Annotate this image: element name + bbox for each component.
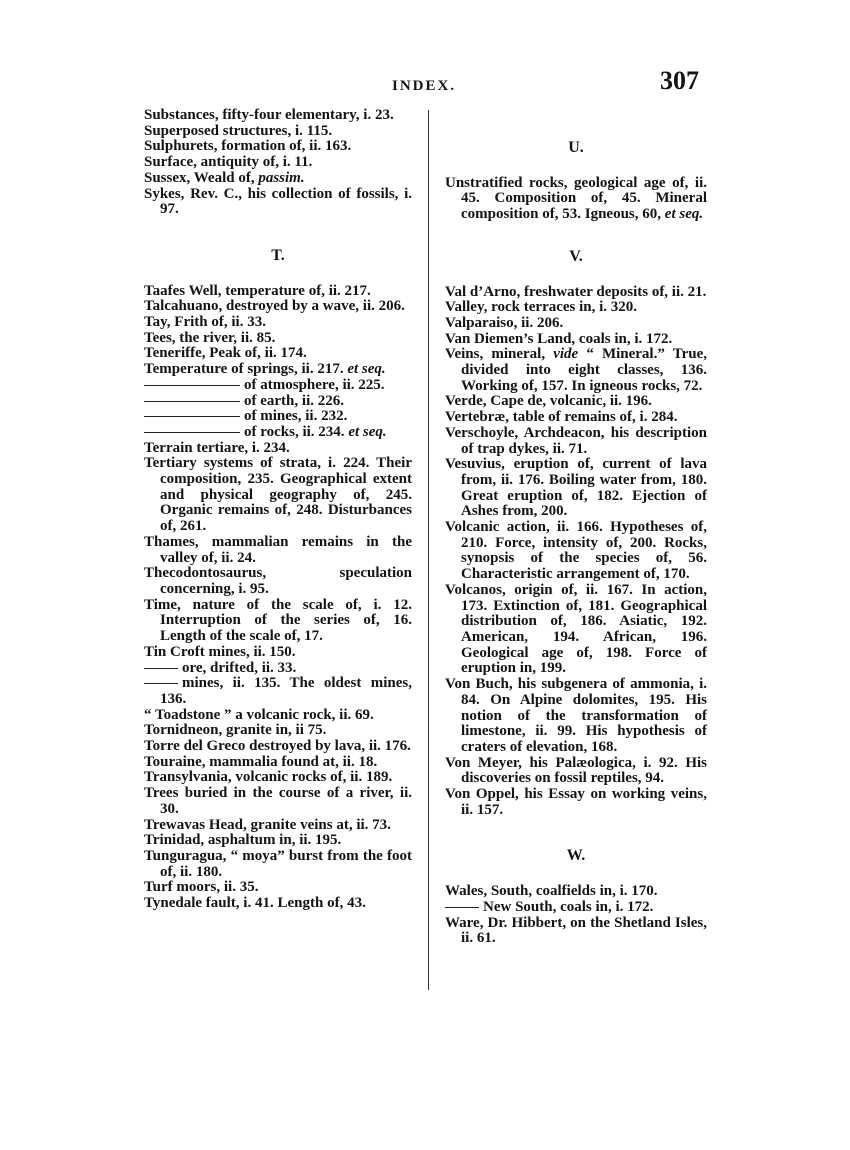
index-entry [144, 362, 412, 378]
index-entry: Valley, rock terraces in, i. 320. [445, 299, 638, 316]
index-subentry [144, 676, 412, 707]
entry-italic: passim. [258, 169, 305, 186]
column-divider [428, 110, 429, 990]
index-entry: Verde, Cape de, volcanic, ii. 196. [445, 393, 652, 410]
section-heading-t: T. [271, 246, 285, 264]
index-entry: “ Toadstone ” a volcanic rock, ii. 69. [144, 706, 374, 723]
index-entry: Thames, mammalian remains in the valley of, ii. 24. [144, 533, 412, 566]
index-entry: Turf moors, ii. 35. [144, 879, 259, 896]
index-entry: Verschoyle, Archdeacon, his description of trap dykes, ii. 71. [445, 424, 707, 457]
index-entry: Tin Croft mines, ii. 150. [144, 643, 296, 660]
entry-text: Unstratified rocks, geological age of, ii. 45. Composition of, 45. Mineral composition of, 53. Igneous, 60, [445, 174, 707, 223]
entry-text: of earth, ii. 226. [244, 392, 344, 409]
ditto-dash [144, 416, 240, 417]
index-entry: Touraine, mammalia found at, ii. 18. [144, 753, 378, 770]
entry-text: Temperature of springs, ii. 217. [144, 361, 348, 378]
index-entry: Trinidad, asphaltum in, ii. 195. [144, 832, 342, 849]
index-entry [445, 347, 707, 394]
index-entry: Taafes Well, temperature of, ii. 217. [144, 282, 371, 299]
index-entry: Von Buch, his subgenera of ammonia, i. 84. On Alpine dolomites, 195. His notion of the transformation of limestone, ii. 99. His hypothesis of craters of elevation, 168. [445, 676, 707, 755]
entry-text: of atmosphere, ii. 225. [244, 376, 385, 393]
index-entry: Vertebræ, table of remains of, i. 284. [445, 409, 678, 426]
index-entry: Wales, South, coalfields in, i. 170. [445, 883, 658, 900]
index-entry: Vesuvius, eruption of, current of lava from, ii. 176. Boiling water from, 180. Great eruption of, 182. Ejection of Ashes from, 200. [445, 456, 707, 520]
entry-text: mines, ii. 135. The oldest mines, 136. [160, 675, 412, 707]
index-entry: Val d’Arno, freshwater deposits of, ii. 21. [445, 283, 707, 300]
entry-text: ore, drifted, ii. 33. [182, 659, 297, 676]
index-entry: Thecodontosaurus, speculation concerning, i. 95. [144, 565, 412, 597]
index-entry: Volcanic action, ii. 166. Hypotheses of, 210. Force, intensity of, 200. Rocks, synopsis of the species of, 56. Characteristic arrangement of, 170. [445, 519, 707, 583]
entry-text: “ Mineral.” True, divided into eight classes, 136. Working of, 157. In igneous rocks, 72. [461, 346, 707, 394]
index-entry: Surface, antiquity of, i. 11. [144, 154, 313, 171]
entry-italic: vide [553, 346, 579, 363]
index-entry: Tertiary systems of strata, i. 224. Their composition, 235. Geographical extent and physical geography of, 245. Organic remains of, 248. Disturbances of, 261. [144, 455, 412, 535]
index-entry [144, 171, 412, 187]
index-entry: Ware, Dr. Hibbert, on the Shetland Isles, ii. 61. [445, 914, 707, 947]
section-heading-v: V. [569, 247, 583, 265]
ditto-dash [144, 668, 178, 669]
entry-text: of rocks, ii. 234. [244, 423, 349, 440]
index-entry: Terrain tertiare, i. 234. [144, 439, 290, 456]
index-entry: Tynedale fault, i. 41. Length of, 43. [144, 895, 366, 912]
entry-italic: et seq. [347, 361, 386, 378]
entry-text: New South, coals in, i. 172. [483, 898, 654, 915]
index-entry: Teneriffe, Peak of, ii. 174. [144, 345, 307, 362]
index-entry: Trewavas Head, granite veins at, ii. 73. [144, 816, 391, 833]
index-entry: Sulphurets, formation of, ii. 163. [144, 138, 352, 155]
index-entry: Von Meyer, his Palæologica, i. 92. His discoveries on fossil reptiles, 94. [445, 754, 707, 787]
index-entry [445, 176, 707, 223]
ditto-dash [144, 401, 240, 402]
ditto-dash [445, 907, 479, 908]
index-subentry [144, 409, 412, 425]
index-entry: Time, nature of the scale of, i. 12. Interruption of the series of, 16. Length of the scale of, 17. [144, 596, 412, 645]
index-subentry [144, 425, 412, 441]
index-entry: Tees, the river, ii. 85. [144, 329, 276, 346]
index-subentry [144, 394, 412, 410]
index-entry: Tay, Frith of, ii. 33. [144, 314, 266, 331]
index-subentry [445, 900, 707, 916]
entry-italic: et seq. [664, 206, 704, 223]
running-head: INDEX. [392, 78, 457, 94]
entry-text: of mines, ii. 232. [244, 408, 348, 425]
index-entry: Talcahuano, destroyed by a wave, ii. 206. [144, 298, 405, 315]
index-entry: Transylvania, volcanic rocks of, ii. 189. [144, 769, 393, 786]
index-entry: Trees buried in the course of a river, ii. 30. [144, 785, 412, 817]
ditto-dash [144, 683, 178, 684]
index-entry: Tornidneon, granite in, ii 75. [144, 722, 327, 739]
index-entry: Substances, fifty-four elementary, i. 23. [144, 107, 394, 123]
index-entry: Valparaiso, ii. 206. [445, 314, 564, 331]
section-heading-u: U. [568, 139, 584, 156]
index-entry: Tunguragua, “ moya” burst from the foot of, ii. 180. [144, 847, 412, 880]
index-entry: Volcanos, origin of, ii. 167. In action, 173. Extinction of, 181. Geographical distribution of, 186. Asiatic, 192. American, 194. African, 196. Geological age of, 198. Force of eruption in, 199. [445, 581, 707, 677]
entry-text: Veins, mineral, [445, 346, 554, 363]
index-subentry [144, 661, 412, 677]
index-entry: Van Diemen’s Land, coals in, i. 172. [445, 330, 673, 347]
index-entry: Von Oppel, his Essay on working veins, ii. 157. [445, 786, 707, 818]
entry-italic: et seq. [348, 423, 387, 440]
entry-text: Sussex, Weald of, [144, 169, 259, 186]
section-heading-w: W. [566, 847, 586, 865]
ditto-dash [144, 385, 240, 386]
right-column [445, 140, 707, 947]
index-entry: Torre del Greco destroyed by lava, ii. 176. [144, 738, 411, 755]
page-number: 307 [660, 66, 699, 95]
left-column [144, 108, 412, 912]
index-entry: Sykes, Rev. C., his collection of fossils, i. 97. [144, 185, 412, 218]
index-entry: Superposed structures, i. 115. [144, 122, 333, 139]
index-subentry [144, 378, 412, 394]
ditto-dash [144, 432, 240, 433]
